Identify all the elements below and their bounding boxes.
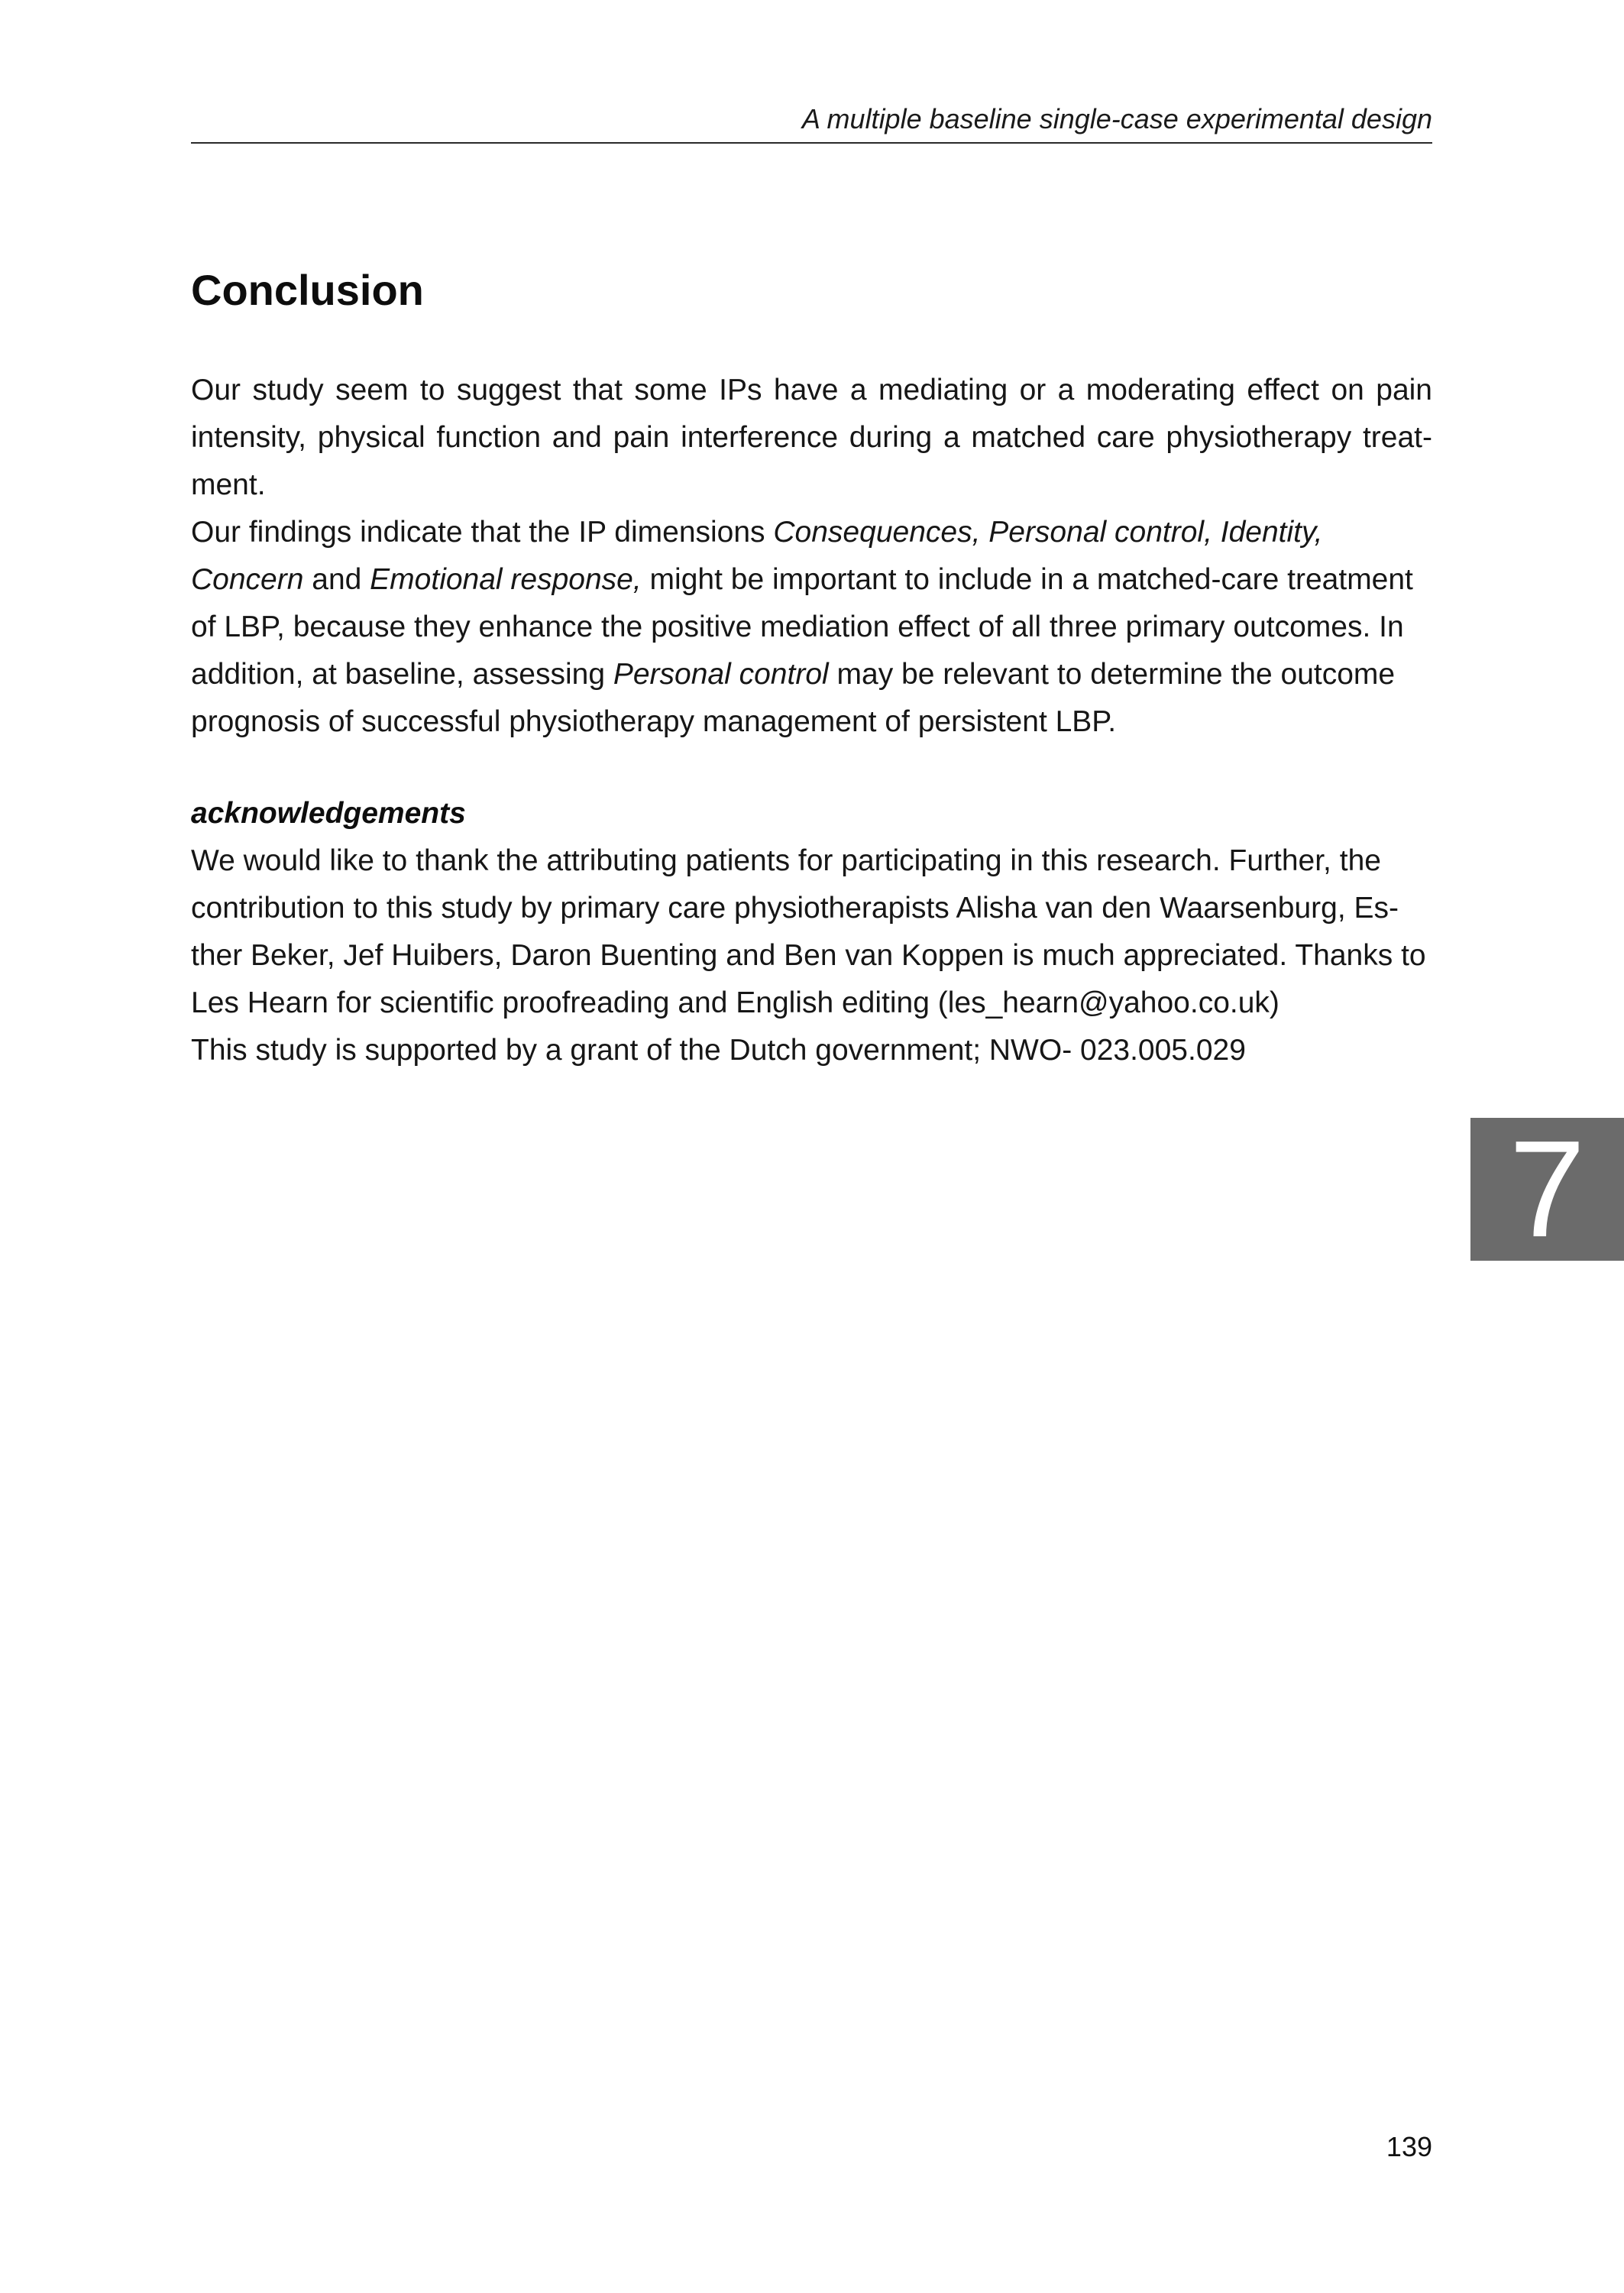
conclusion-body	[191, 367, 1432, 746]
conclusion-paragraph-2-italic-3: Personal control	[613, 658, 829, 691]
section-heading-conclusion: Conclusion	[191, 266, 424, 314]
section-heading-acknowledgements: acknowledgements	[191, 797, 466, 830]
conclusion-paragraph-2-italic-2: Emotional response,	[370, 563, 642, 596]
conclusion-paragraph-1: Our study seem to suggest that some IPs have a mediating or a moderating effect on pain intensity, physical function and pain interference during a matched care physiotherapy treat-ment.	[191, 374, 1432, 501]
page-number: 139	[1386, 2131, 1432, 2162]
chapter-tab: 7	[1470, 1118, 1624, 1261]
acknowledgements-paragraph-2: This study is supported by a grant of the Dutch government; NWO- 023.005.029	[191, 1034, 1246, 1067]
conclusion-paragraph-2-text-1: Our findings indicate that the IP dimensions	[191, 516, 774, 549]
acknowledgements-body	[191, 837, 1432, 1074]
conclusion-paragraph-2	[191, 509, 1432, 746]
header-rule	[191, 142, 1432, 144]
conclusion-paragraph-2-text-4: may be relevant to determine the outcome prognosis of successful physiotherapy management of persistent LBP.	[191, 658, 1396, 738]
running-header: A multiple baseline single-case experimental design	[801, 103, 1432, 134]
conclusion-paragraph-2-text-3: might be important to include in a matched-care treatment of LBP, because they enhance the positive mediation effect of all three primary outcomes. In addition, at baseline, assessing	[191, 563, 1413, 691]
conclusion-paragraph-2-italic-1: Consequences, Personal control, Identity, Concern	[191, 516, 1323, 596]
conclusion-paragraph-2-text-2: and	[303, 563, 370, 596]
acknowledgements-paragraph-1: We would like to thank the attributing patients for participating in this research. Further, the contribution to this study by primary care physiotherapists Alisha van den Waarsenburg, Es-ther Beker, Jef Huibers, Daron Buenting and Ben van Koppen is much appreciated. Thanks to Les Hearn for scientific proofreading and English editing (les_hearn@yahoo.co.uk)	[191, 844, 1426, 1019]
